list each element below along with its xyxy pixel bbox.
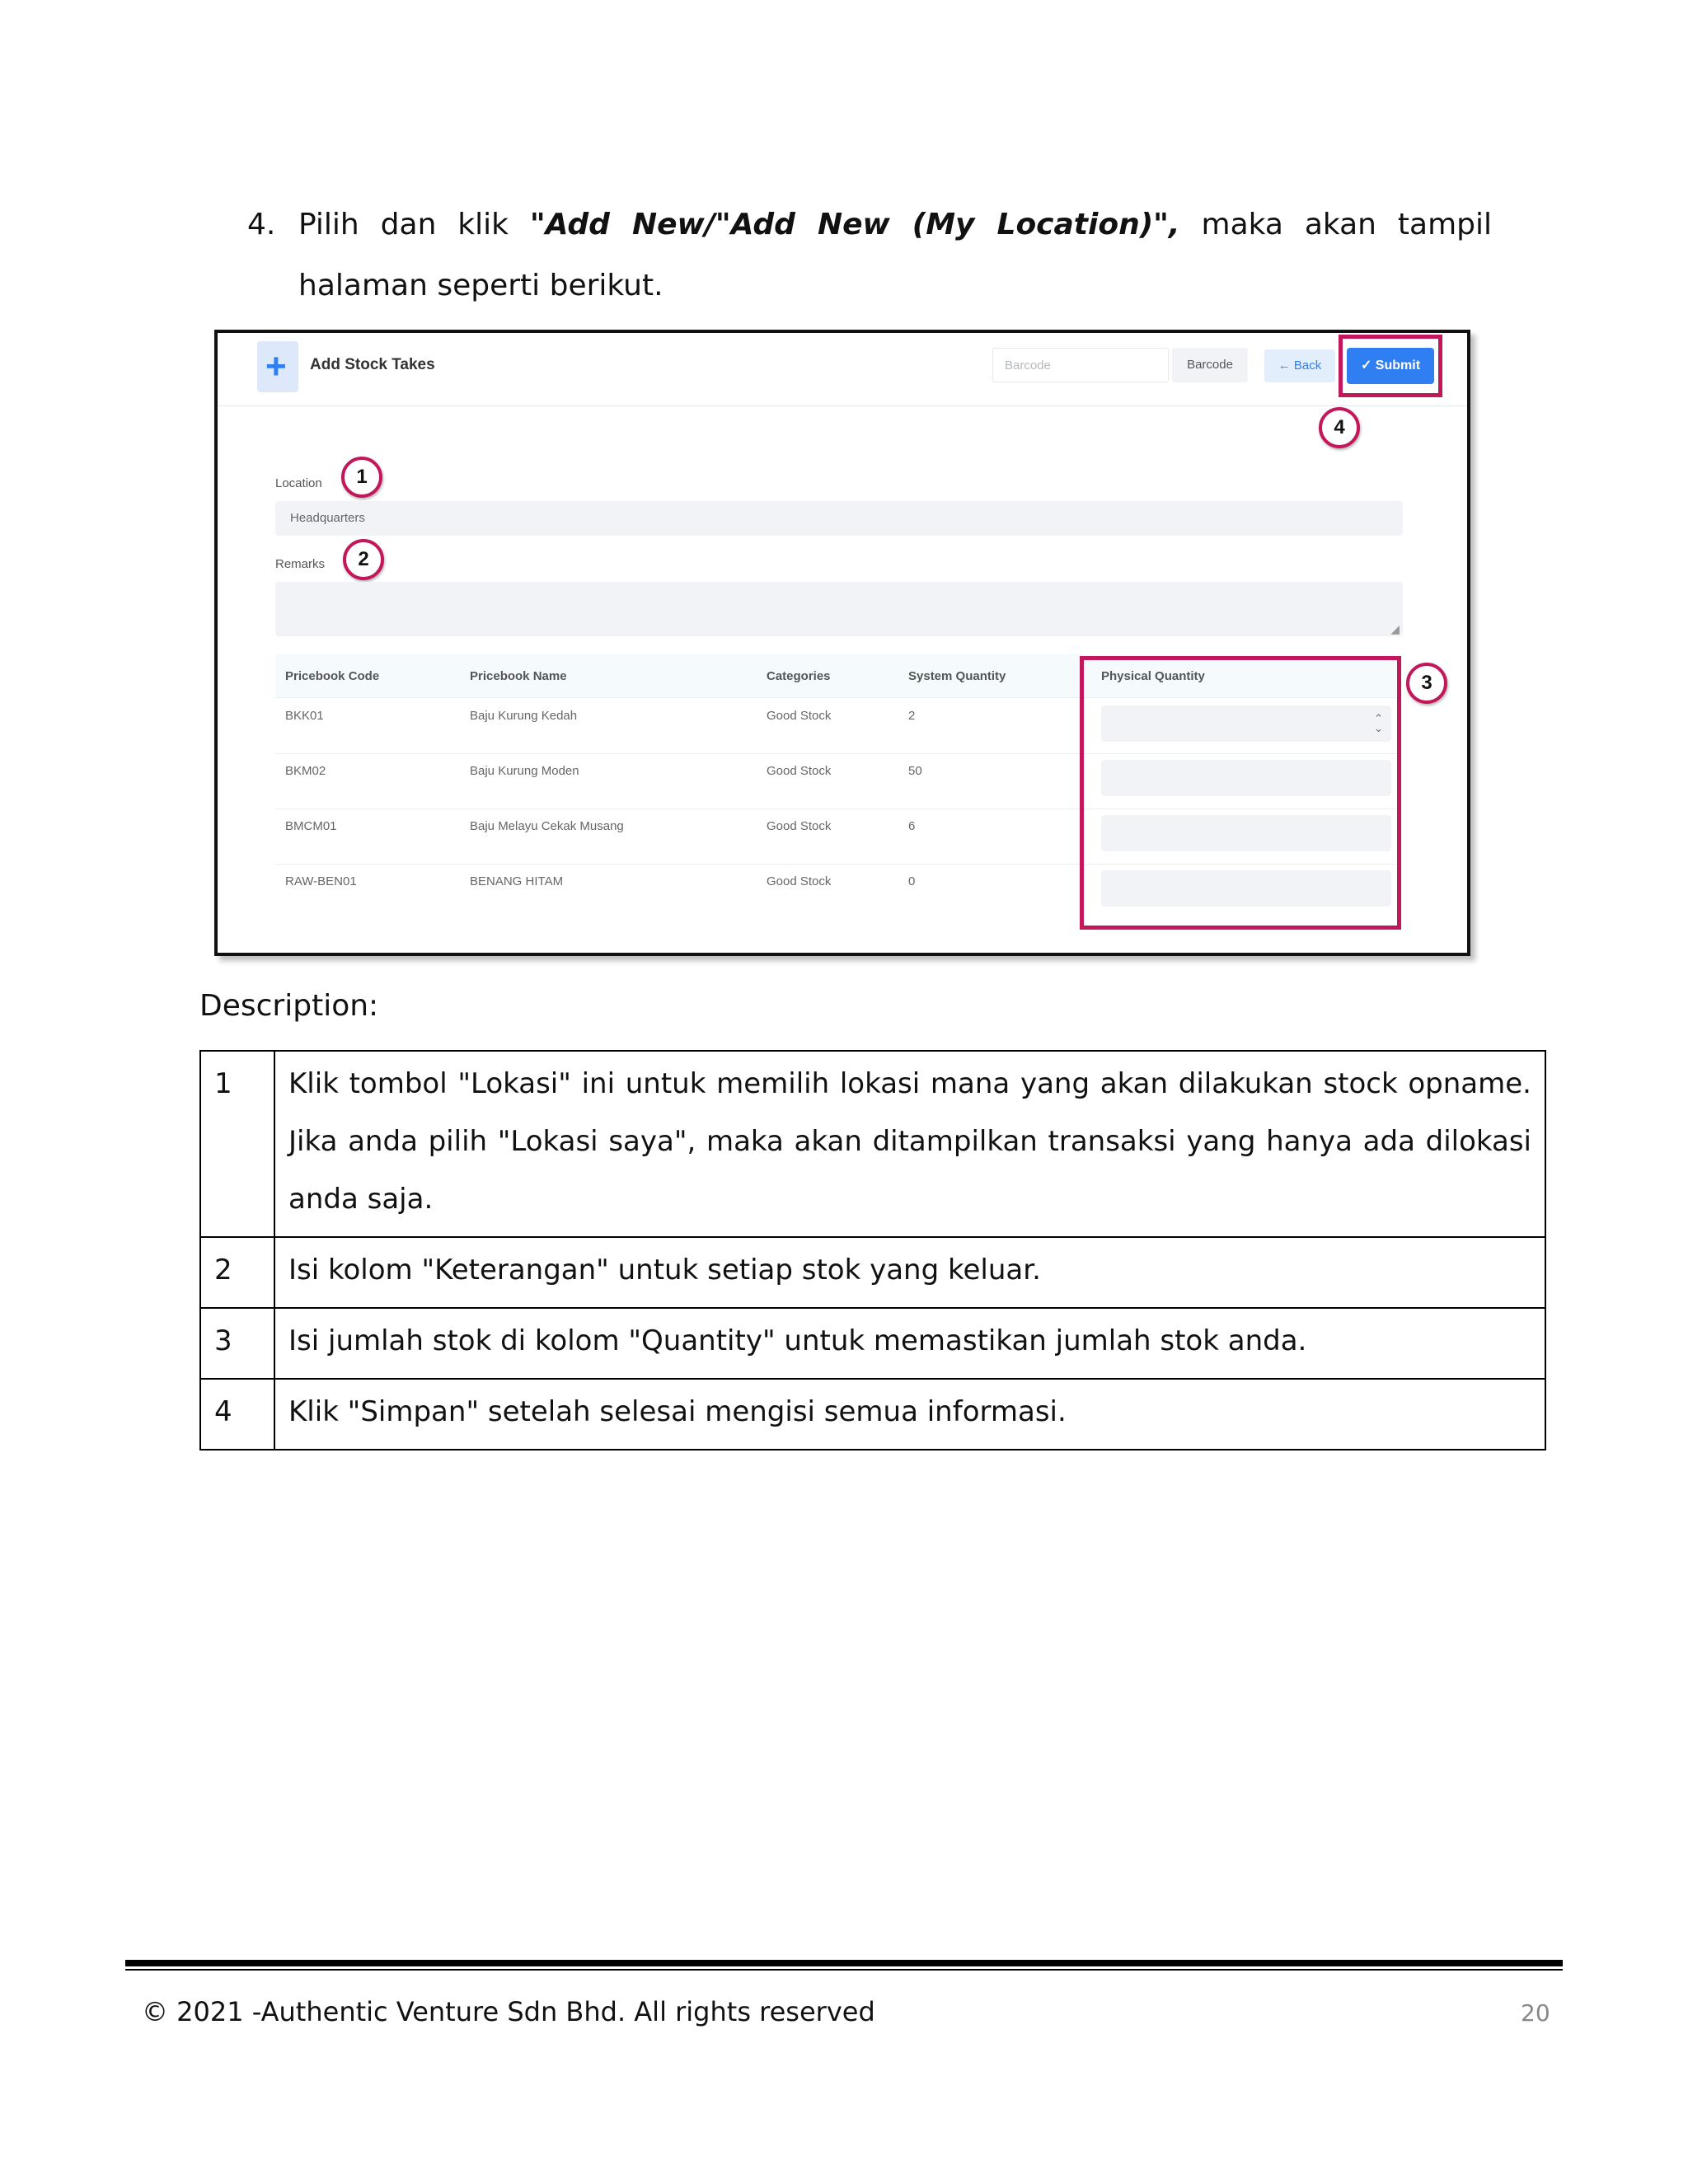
- col-pricebook-code: Pricebook Code: [285, 669, 380, 683]
- row-4-system-qty: 0: [908, 874, 916, 888]
- row-2-name: Baju Kurung Moden: [470, 764, 579, 778]
- desc-number: 4: [200, 1379, 274, 1450]
- resize-grip-icon[interactable]: ◢: [1390, 622, 1400, 635]
- desc-text: Klik tombol "Lokasi" ini untuk memilih lokasi mana yang akan dilakukan stock opname. Jika anda pilih "Lokasi saya", maka akan ditampilkan transaksi yang hanya ada dilokasi anda saja.: [274, 1051, 1545, 1237]
- remarks-textarea[interactable]: [275, 582, 1403, 636]
- back-button[interactable]: ← Back: [1264, 349, 1335, 382]
- description-table: [199, 1050, 1546, 1451]
- page-title: Add Stock Takes: [310, 356, 435, 373]
- row-3-code: BMCM01: [285, 819, 337, 833]
- callout-badge-4: 4: [1319, 407, 1360, 448]
- page-number: 20: [1521, 1999, 1550, 2027]
- desc-number: 2: [200, 1237, 274, 1308]
- col-physical-quantity: Physical Quantity: [1101, 669, 1205, 683]
- col-pricebook-name: Pricebook Name: [470, 669, 567, 683]
- remarks-label: Remarks: [275, 557, 326, 571]
- row-2-system-qty: 50: [908, 764, 922, 778]
- callout-badge-1: 1: [341, 457, 382, 498]
- submit-highlight-box: [1339, 335, 1442, 397]
- step-text-prefix: Pilih dan klik: [298, 208, 530, 241]
- table-row: [200, 1051, 1545, 1237]
- step-text-bold: "Add New/"Add New (My Location)",: [529, 208, 1180, 241]
- step-text: [298, 194, 1492, 316]
- footer-rule-thick: [125, 1960, 1563, 1966]
- desc-text: Isi jumlah stok di kolom "Quantity" untuk memastikan jumlah stok anda.: [274, 1308, 1545, 1379]
- app-screenshot: [214, 330, 1470, 956]
- col-system-quantity: System Quantity: [908, 669, 1006, 683]
- location-select[interactable]: [275, 501, 1403, 536]
- stepper-icon[interactable]: ⌃ ⌄: [1374, 712, 1383, 734]
- barcode-button[interactable]: Barcode: [1172, 348, 1248, 382]
- step-number: 4.: [247, 208, 276, 241]
- row-4-code: RAW-BEN01: [285, 874, 357, 888]
- footer-copyright: © 2021 -Authentic Venture Sdn Bhd. All rights reserved: [142, 1996, 875, 2027]
- row-1-name: Baju Kurung Kedah: [470, 709, 578, 723]
- footer-rule-thin: [125, 1969, 1563, 1971]
- row-2-code: BKM02: [285, 764, 326, 778]
- step-text-suffix: maka akan tampil halaman seperti berikut.: [298, 208, 1492, 302]
- description-title: Description:: [199, 989, 379, 1023]
- location-value: Headquarters: [290, 511, 365, 525]
- callout-badge-2: 2: [343, 539, 384, 580]
- desc-number: 1: [200, 1051, 274, 1237]
- row-1-category: Good Stock: [767, 709, 832, 723]
- table-row: [200, 1237, 1545, 1308]
- row-4-category: Good Stock: [767, 874, 832, 888]
- row-3-system-qty: 6: [908, 819, 916, 833]
- location-label: Location: [275, 476, 322, 490]
- table-row: [200, 1379, 1545, 1450]
- row-2-category: Good Stock: [767, 764, 832, 778]
- submit-button[interactable]: ✓ Submit: [1347, 348, 1434, 384]
- callout-badge-3: 3: [1406, 663, 1447, 704]
- col-categories: Categories: [767, 669, 831, 683]
- desc-number: 3: [200, 1308, 274, 1379]
- desc-text: Isi kolom "Keterangan" untuk setiap stok yang keluar.: [274, 1237, 1545, 1308]
- row-3-name: Baju Melayu Cekak Musang: [470, 819, 624, 833]
- row-1-system-qty: 2: [908, 709, 916, 723]
- row-1-code: BKK01: [285, 709, 324, 723]
- row-4-name: BENANG HITAM: [470, 874, 564, 888]
- add-document-icon: +: [257, 341, 298, 392]
- row-3-category: Good Stock: [767, 819, 832, 833]
- page-header: [218, 333, 1467, 406]
- barcode-input[interactable]: Barcode: [992, 348, 1169, 382]
- physical-qty-highlight-box: [1080, 656, 1401, 930]
- table-row: [200, 1308, 1545, 1379]
- desc-text: Klik "Simpan" setelah selesai mengisi semua informasi.: [274, 1379, 1545, 1450]
